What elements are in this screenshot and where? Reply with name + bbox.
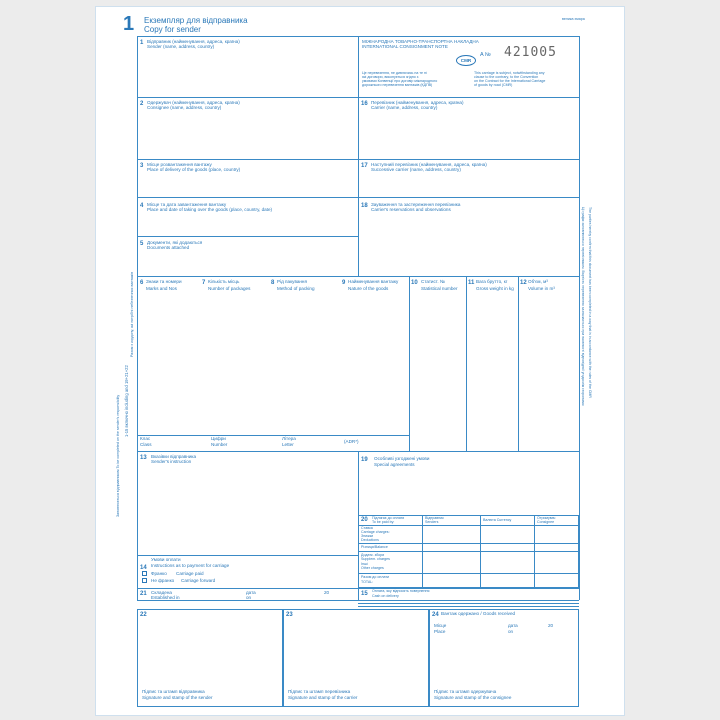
pay-col-sender-ua: Відправник — [425, 516, 444, 520]
field-21-label-en: Established in — [151, 595, 180, 600]
cmr-legal-en-1: This carriage is subject, notwithstanding any — [474, 71, 545, 75]
field-21-number: 21 — [140, 591, 147, 597]
pay-col-consignee-en: Consignee — [537, 520, 555, 524]
carriage-forward-checkbox[interactable] — [142, 578, 147, 583]
pay-row-5-ua: Інші — [361, 562, 368, 566]
field-12-label-en: Volume in m³ — [528, 286, 555, 291]
field-21-date-en: on — [246, 595, 252, 600]
field-7-number: 7 — [202, 280, 206, 286]
field-1-label-ua: Відправник (найменування, адреса, країна) — [147, 39, 240, 44]
copy-number: 1 — [123, 13, 135, 35]
carriage-forward-ua: Не франко — [151, 578, 175, 583]
pay-row-2-ua: Знижки — [361, 534, 374, 538]
class-row-top — [137, 435, 409, 436]
right-frame-line — [579, 36, 580, 600]
cmr-legal-en-4: of goods by road (CMR) — [474, 83, 513, 87]
field-2-label-en: Consignee (name, address, country) — [147, 105, 222, 110]
field-14-label-en: Instructions as to payment for carriage — [151, 563, 230, 568]
field-21-date-ua: дата — [246, 590, 256, 595]
consignee-signature-ua: Підпис та штамп одержувача — [434, 689, 497, 694]
field-1-number: 1 — [140, 40, 144, 46]
field-16-label-ua: Перевізник (найменування, адреса, країна) — [371, 100, 464, 105]
field-18-number: 18 — [361, 203, 368, 209]
cmr-legal-ua-2: які договори, виконується згідно з — [362, 75, 419, 79]
tiny-logo: велика хмара — [562, 17, 585, 21]
carriage-forward-en: Carriage forward — [181, 578, 216, 583]
class-label-ua: Клас — [140, 436, 151, 441]
field-21-year: 20 — [324, 590, 330, 595]
field-19-number: 19 — [361, 457, 368, 463]
divider-13-14 — [137, 555, 358, 556]
cmr-title-en: INTERNATIONAL CONSIGNMENT NOTE — [362, 44, 448, 49]
cmr-number-label: A № — [480, 52, 491, 58]
field-11-label-en: Gross weight in kg — [476, 286, 514, 291]
field-23-number: 23 — [286, 612, 293, 618]
left-side-note-c: Разом з кордону, які потрібні небезпечних вантажів — [130, 271, 134, 357]
field-4-label-en: Place and date of taking over the goods (place, country, date) — [147, 207, 273, 212]
field-14-label-ua: Умови оплати — [151, 557, 181, 562]
letter-label-en: Letter — [282, 442, 294, 447]
divider-17-18 — [358, 197, 579, 198]
field-7-label-en: Number of packages — [208, 286, 251, 291]
field-6-label-en: Marks and Nos — [146, 286, 177, 291]
cmr-serial-number: 421005 — [504, 45, 557, 60]
pay-row-2 — [358, 543, 579, 544]
right-side-note-b: The parties hereby confirm that this document has been completed in a way that is in accordance with the rules of the CMR — [588, 207, 592, 398]
divider-1-2 — [137, 97, 358, 98]
divider-21-bottom — [137, 600, 358, 601]
field-13-label-ua: Вказівки відправника — [151, 454, 197, 459]
copy-title-en: Copy for sender — [144, 25, 201, 34]
right-side-note-a: Ці графи заповнюються перевізником. Вартість перевезення зазначається при наявності відповідної угоди між сторонами — [581, 207, 585, 406]
field-3-label-ua: Місце розвантаження вантажу — [147, 162, 212, 167]
pay-row-4-en: Supplem. charges — [361, 557, 390, 561]
received-date-ua: дата — [508, 623, 518, 628]
place-label-ua: Місце — [434, 623, 447, 628]
sender-signature-en: Signature and stamp of the sender — [142, 695, 213, 700]
field-9-label-ua: Найменування вантажу — [348, 279, 399, 284]
field-21-label-ua: Складена — [151, 590, 172, 595]
field-8-label-ua: Рід пакування — [277, 279, 307, 284]
field-15-number: 15 — [361, 591, 368, 597]
field-2-label-ua: Одержувач (найменування, адреса, країна) — [147, 100, 240, 105]
received-year: 20 — [548, 623, 554, 628]
pay-row-4-ua: Додатк. збори — [361, 553, 385, 557]
field-13-number: 13 — [140, 455, 147, 461]
field-1-label-en: Sender (name, address, country) — [147, 44, 215, 49]
divider-21-top — [137, 588, 579, 589]
field-15-label-en: Cash on delivery — [372, 594, 399, 598]
cmr-legal-en-3: on the Contract for the International Carriage — [474, 79, 546, 83]
consignee-signature-en: Signature and stamp of the consignee — [434, 695, 512, 700]
pay-row-6-ua: Разом до оплати — [361, 575, 390, 579]
field-18-label-en: Carrier's reservations and observations — [371, 207, 451, 212]
pay-row-head — [358, 525, 579, 526]
field-10-number: 10 — [411, 280, 418, 286]
field-5-label-en: Documents attached — [147, 245, 190, 250]
number-label-en: Number — [211, 442, 228, 447]
field-19-label-en: Special agreements — [374, 462, 415, 467]
field-13-label-en: Sender's instruction — [151, 459, 192, 464]
field-11-label-ua: Вага брутто, кг — [476, 279, 508, 284]
field-14-number: 14 — [140, 565, 147, 571]
field-12-number: 12 — [520, 280, 527, 286]
field-15-label-ua: Оплата, яку відносять повернення — [372, 589, 430, 593]
pay-row-1-ua: Ставка — [361, 526, 373, 530]
divider-3-4 — [137, 197, 358, 198]
field-19-label-ua: Особливі узгоджені умови — [374, 456, 430, 461]
field-4-label-ua: Місце та дата завантаження вантажу — [147, 202, 227, 207]
left-side-note-b: 1-15 включно including and 19+21+22 — [124, 365, 129, 437]
field-11-number: 11 — [468, 280, 475, 286]
field-22-number: 22 — [140, 612, 147, 618]
field-8-number: 8 — [271, 280, 275, 286]
field-20-head-en: To be paid by: — [372, 520, 395, 524]
pay-col-sender-en: Senders — [425, 520, 439, 524]
field-24-number: 24 — [432, 612, 439, 618]
adr-label: (ADR*) — [344, 439, 359, 444]
field-5-number: 5 — [140, 241, 144, 247]
pay-col-currency: Валюта Currency — [483, 518, 512, 522]
field-10-label-ua: Статист. № — [421, 279, 445, 284]
col-divider-12 — [518, 276, 519, 451]
field-17-label-ua: Наступний перевізник (найменування, адреса, країна) — [371, 162, 487, 167]
cmr-title-ua: МІЖНАРОДНА ТОВАРНО-ТРАНСПОРТНА НАКЛАДНА — [362, 39, 479, 44]
received-date-en: on — [508, 629, 514, 634]
sender-signature-ua: Підпис та штамп відправника — [142, 689, 205, 694]
carriage-paid-en: Carriage paid — [176, 571, 204, 576]
field-12-label-ua: Об'єм, м³ — [528, 279, 548, 284]
divider-cmr-16 — [358, 97, 579, 98]
stripe-3 — [358, 606, 579, 607]
field-7-label-ua: Кількість місць — [208, 279, 240, 284]
field-6-label-ua: Знаки та номери — [146, 279, 182, 284]
field-8-label-en: Method of packing — [277, 286, 315, 291]
left-frame-line — [137, 36, 138, 600]
place-label-en: Place — [434, 629, 446, 634]
divider-goods-top — [137, 276, 579, 277]
pay-row-6-en: TOTAL: — [361, 580, 374, 584]
carrier-signature-ua: Підпис та штамп перевізника — [288, 689, 351, 694]
carriage-paid-checkbox[interactable] — [142, 571, 147, 576]
carrier-signature-en: Signature and stamp of the carrier — [288, 695, 358, 700]
field-9-label-en: Nature of the goods — [348, 286, 389, 291]
class-label-en: Class — [140, 442, 152, 447]
mid-divider-top — [358, 36, 359, 276]
cmr-legal-en-2: clause to the contrary, to the Convention — [474, 75, 539, 79]
pay-row-5-en: Other charges — [361, 566, 384, 570]
field-9-number: 9 — [342, 280, 346, 286]
carriage-paid-ua: Франко — [151, 571, 167, 576]
number-label-ua: Цифри — [211, 436, 226, 441]
field-17-number: 17 — [361, 163, 368, 169]
pay-col-consignee-ua: Отримувач — [537, 516, 556, 520]
pay-row-4 — [358, 573, 579, 574]
field-16-number: 16 — [361, 101, 368, 107]
col-divider-10 — [409, 276, 410, 451]
field-18-label-ua: Зауваження та застереження перевізника — [371, 202, 461, 207]
divider-16-17 — [358, 159, 579, 160]
stripe-2 — [358, 603, 579, 604]
col-divider-11 — [466, 276, 467, 451]
field-3-label-en: Place of delivery of the goods (place, country) — [147, 167, 241, 172]
pay-row-1-en: Carriage charges: — [361, 530, 390, 534]
copy-title-ua: Екземпляр для відправника — [144, 16, 248, 25]
field-17-label-en: Successive carrier (name, address, country) — [371, 167, 461, 172]
left-side-note-a: Заповнюється відправником To be completed on the sender's responsibility — [116, 394, 120, 517]
field-2-number: 2 — [140, 101, 144, 107]
field-20-number: 20 — [361, 517, 368, 523]
field-20-head-ua: Підлягає до оплати — [372, 516, 405, 520]
field-16-label-en: Carrier (name, address, country) — [371, 105, 438, 110]
divider-4-5 — [137, 236, 358, 237]
cmr-legal-ua-1: Це перевезення, не дивлячись на те ні — [362, 71, 427, 75]
divider-2-3 — [137, 159, 358, 160]
pay-row-2-en: Deductions — [361, 538, 379, 542]
pay-row-3 — [358, 551, 579, 552]
field-5-label-ua: Документи, які додаються — [147, 240, 203, 245]
letter-label-ua: Літера — [282, 436, 296, 441]
field-24-label: Вантаж одержано / Goods received — [441, 611, 516, 616]
field-10-label-en: Statistical number — [421, 286, 458, 291]
cmr-sheet — [95, 6, 625, 716]
stripe-1 — [358, 600, 579, 601]
field-4-number: 4 — [140, 203, 144, 209]
field-6-number: 6 — [140, 280, 144, 286]
field-3-number: 3 — [140, 163, 144, 169]
cmr-legal-ua-4: дорожнього перевезення вантажів (КДПВ) — [362, 83, 433, 87]
pay-row-3-ua: Різниця/Balance — [361, 545, 388, 549]
cmr-legal-ua-3: умовами Конвенції про договір міжнародного — [362, 79, 438, 83]
cmr-logo: CMR — [456, 55, 476, 66]
